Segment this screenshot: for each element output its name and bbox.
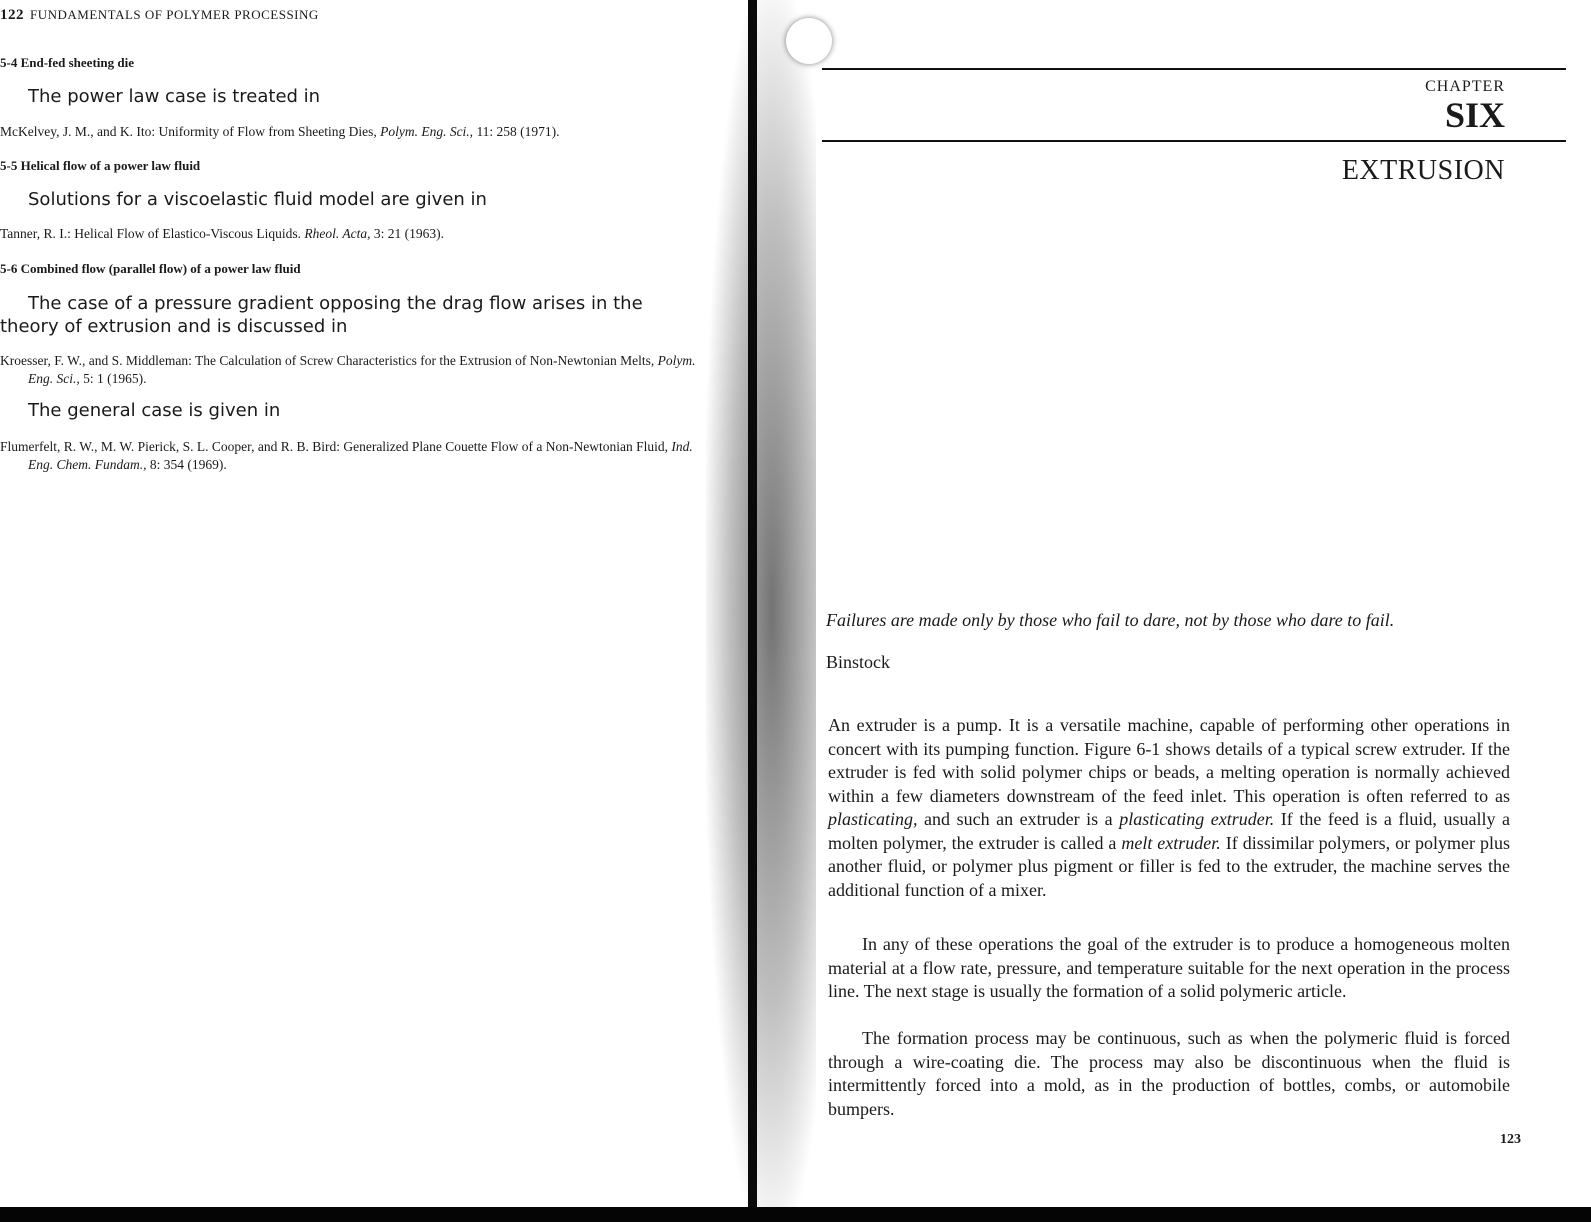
chapter-number: SIX xyxy=(1444,95,1505,135)
chapter-rule-top xyxy=(822,68,1566,70)
section-text: The power law case is treated in xyxy=(28,86,321,107)
right-page-number: 123 xyxy=(1500,1132,1521,1147)
section-text: The general case is given in xyxy=(28,400,281,421)
left-page-number: 122 xyxy=(0,7,24,23)
right-page xyxy=(752,0,1591,1222)
epigraph: Failures are made only by those who fail to dare, not by those who dare to fail. xyxy=(826,610,1395,630)
section-title: 5-4 End-fed sheeting die xyxy=(0,55,134,70)
chapter-title: EXTRUSION xyxy=(1341,155,1505,186)
reference: Tanner, R. I.: Helical Flow of Elastico-Viscous Liquids. Rheol. Acta, 3: 21 (1963). xyxy=(0,226,445,241)
paragraph-1: An extruder is a pump. It is a versatile machine, capable of performing other operations in concert with its pumping function. Figure 6-1 shows details of a typical screw extruder. If the extruder is fed with solid polymer chips or beads, a melting operation is normally achieved within a few diameters downstream of the feed inlet. This operation is often referred to as plasticating, and such an extruder is a plasticating extruder. If the feed is a fluid, usually a molten polymer, the extruder is called a melt extruder. If dissimilar polymers, or polymer plus another fluid, or polymer plus pigment or filler is fed to the extruder, the machine serves the additional function of a mixer. xyxy=(828,715,1510,900)
section-title: 5-5 Helical flow of a power law fluid xyxy=(0,158,201,173)
reference: Flumerfelt, R. W., M. W. Pierick, S. L. Cooper, and R. B. Bird: Generalized Plane Couette Flow of a Non-Newtonian Fluid, Ind. Eng. Chem. Fundam., 8: 354 (1969). xyxy=(0,439,693,472)
section-title: 5-6 Combined flow (parallel flow) of a power law fluid xyxy=(0,261,301,276)
section-text: The case of a pressure gradient opposing the drag flow arises in the theory of extrusion and is discussed in xyxy=(0,293,643,337)
chapter-rule-bottom xyxy=(822,140,1566,142)
epigraph-author: Binstock xyxy=(826,652,891,672)
section-text: Solutions for a viscoelastic fluid model are given in xyxy=(28,189,487,210)
scan-bottom-edge xyxy=(0,1207,1591,1222)
chapter-label: CHAPTER xyxy=(1425,78,1505,95)
paragraph-2: In any of these operations the goal of the extruder is to produce a homogeneous molten material at a flow rate, pressure, and temperature suitable for the next operation in the process line. The next stage is usually the formation of a solid polymeric article. xyxy=(828,934,1510,1001)
left-page xyxy=(0,0,752,1222)
running-head-title: FUNDAMENTALS OF POLYMER PROCESSING xyxy=(30,7,319,22)
reference: McKelvey, J. M., and K. Ito: Uniformity of Flow from Sheeting Dies, Polym. Eng. Sci., 11: 258 (1971). xyxy=(0,124,560,139)
running-head xyxy=(0,7,319,24)
paragraph-3: The formation process may be continuous, such as when the polymeric fluid is forced through a wire-coating die. The process may also be discontinuous when the fluid is intermittently forced into a mold, as in the production of bottles, combs, or automobile bumpers. xyxy=(828,1028,1510,1119)
reference: Kroesser, F. W., and S. Middleman: The Calculation of Screw Characteristics for the Extrusion of Non-Newtonian Melts, Polym. Eng. Sci., 5: 1 (1965). xyxy=(0,353,696,386)
